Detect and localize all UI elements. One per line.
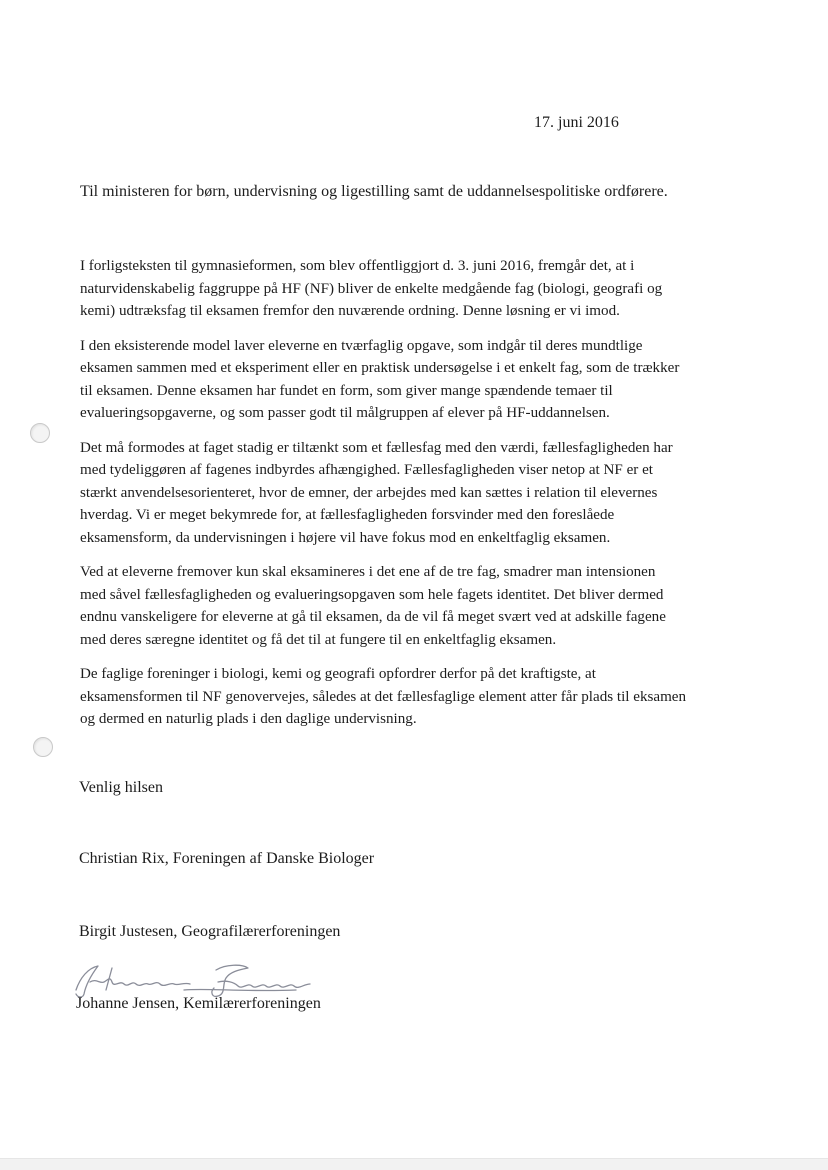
paragraph-line: I den eksisterende model laver eleverne en tværfaglig opgave, som indgår til deres mundtlige	[80, 337, 643, 354]
punch-hole	[33, 737, 53, 757]
paragraph-line: Det må formodes at faget stadig er tiltænkt som et fællesfag med den værdi, fællesfagligheden har	[80, 439, 673, 456]
paragraph	[80, 437, 760, 550]
paragraph-line: eksamensformen til NF genovervejes, således at det fællesfaglige element atter får plads til eksamen	[80, 688, 687, 705]
letter-body	[80, 255, 760, 743]
signatory-geography: Birgit Justesen, Geografilærerforeningen	[79, 923, 341, 940]
signatory-chemistry: Johanne Jensen, Kemilærerforeningen	[76, 995, 321, 1012]
paragraph-line: med tydeliggøren af fagenes indbyrdes afhængighed. Fællesfagligheden viser netop at NF er et	[80, 462, 653, 478]
paragraph-line: hverdag. Vi er meget bekymrede for, at fællesfagligheden forsvinder med den foreslåede	[80, 507, 615, 523]
paragraph-line: stærkt anvendelsesorienteret, hvor de emner, der arbejdes med kan sættes i relation til elevernes	[80, 484, 658, 501]
paragraph-line: og dermed en naturlig plads i den daglige undervisning.	[80, 711, 417, 727]
addressee-line: Til ministeren for børn, undervisning og ligestilling samt de uddannelsespolitiske ordførere.	[80, 183, 668, 200]
paragraph	[80, 663, 760, 731]
paragraph-line: med såvel fællesfagligheden og evalueringsopgaven som hele fagets identitet. Det bliver dermed	[80, 586, 664, 603]
paragraph-line: evalueringsopgaverne, og som passer godt til målgruppen af elever på HF-uddannelsen.	[80, 405, 610, 421]
closing-greeting: Venlig hilsen	[79, 779, 163, 796]
paragraph	[80, 335, 760, 425]
paragraph-line: Ved at eleverne fremover kun skal eksamineres i det ene af de tre fag, smadrer man intensionen	[80, 564, 656, 580]
paragraph	[80, 561, 760, 651]
punch-hole	[30, 423, 50, 443]
paragraph-line: De faglige foreninger i biologi, kemi og geografi opfordrer derfor på det kraftigste, at	[80, 666, 596, 682]
paragraph-line: endnu vanskeligere for eleverne at gå til eksamen, da de vil få meget svært ved at adskille fagene	[80, 609, 666, 625]
letter-date: 17. juni 2016	[534, 114, 619, 131]
paragraph-line: eksamen sammen med et eksperiment eller en praktisk undersøgelse i et enkelt fag, som de trækker	[80, 360, 680, 376]
paragraph-line: med deres særegne identitet og få det til at fungere til en enkeltfaglig eksamen.	[80, 631, 557, 648]
page-bottom-edge	[0, 1158, 828, 1170]
paragraph-line: til eksamen. Denne eksamen har fundet en form, som giver mange spændende temaer til	[80, 382, 613, 399]
paragraph-line: I forligsteksten til gymnasieformen, som blev offentliggjort d. 3. juni 2016, fremgår det, at i	[80, 258, 635, 274]
paragraph-line: eksamensform, da undervisningen i højere vil have fokus mod en enkeltfaglig eksamen.	[80, 529, 611, 546]
paragraph-line: naturvidenskabelig faggruppe på HF (NF) bliver de enkelte medgående fag (biologi, geografi og	[80, 280, 663, 297]
paragraph-line: kemi) udtræksfag til eksamen fremfor den nuværende ordning. Denne løsning er vi imod.	[80, 303, 620, 319]
signatory-biologists: Christian Rix, Foreningen af Danske Biologer	[79, 850, 375, 867]
paragraph	[80, 255, 760, 323]
